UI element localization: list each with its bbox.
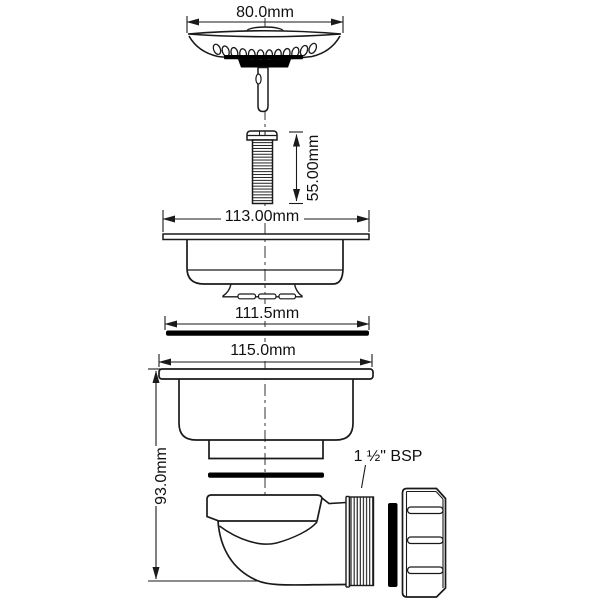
dim-label-overall-height: 93.0mm <box>153 447 170 505</box>
top-flange-plate <box>163 234 369 240</box>
top-flange <box>163 234 369 299</box>
strainer-seal-plug <box>238 59 291 67</box>
elbow-outlet <box>207 495 374 587</box>
nut-washer <box>388 503 398 587</box>
dim-bolt-length <box>289 132 322 204</box>
strainer-plug <box>188 27 341 112</box>
bottom-flange-outlet <box>209 440 323 459</box>
bsp-thread <box>346 497 374 588</box>
dim-label-top-flange-width: 113.00mm <box>224 208 300 225</box>
dim-label-bolt-length: 55.00mm <box>305 134 322 202</box>
bottom-flange-body <box>179 379 353 440</box>
bolt-shaft <box>253 140 273 204</box>
dim-label-bottom-flange-width: 115.0mm <box>230 342 296 359</box>
outlet-washer <box>208 473 324 478</box>
outlet-bayonet-tabs <box>238 294 296 299</box>
elbow-cup <box>207 495 322 521</box>
strainer-pin-lug <box>256 74 261 84</box>
thread-spec-label: 1 ½" BSP <box>353 448 423 465</box>
thread-spec-callout <box>354 448 423 488</box>
bottom-flange <box>159 369 373 478</box>
bottom-flange-plate <box>159 369 373 379</box>
dim-rubber-washer-width <box>165 305 369 330</box>
rubber-washer <box>166 331 369 336</box>
dim-label-strainer-width: 80.0mm <box>236 4 294 21</box>
dim-label-rubber-washer-width: 111.5mm <box>234 305 300 322</box>
fixing-bolt <box>247 131 277 204</box>
strainer-seal <box>224 55 303 59</box>
dim-top-flange-width <box>163 206 369 232</box>
compression-nut <box>403 489 446 598</box>
